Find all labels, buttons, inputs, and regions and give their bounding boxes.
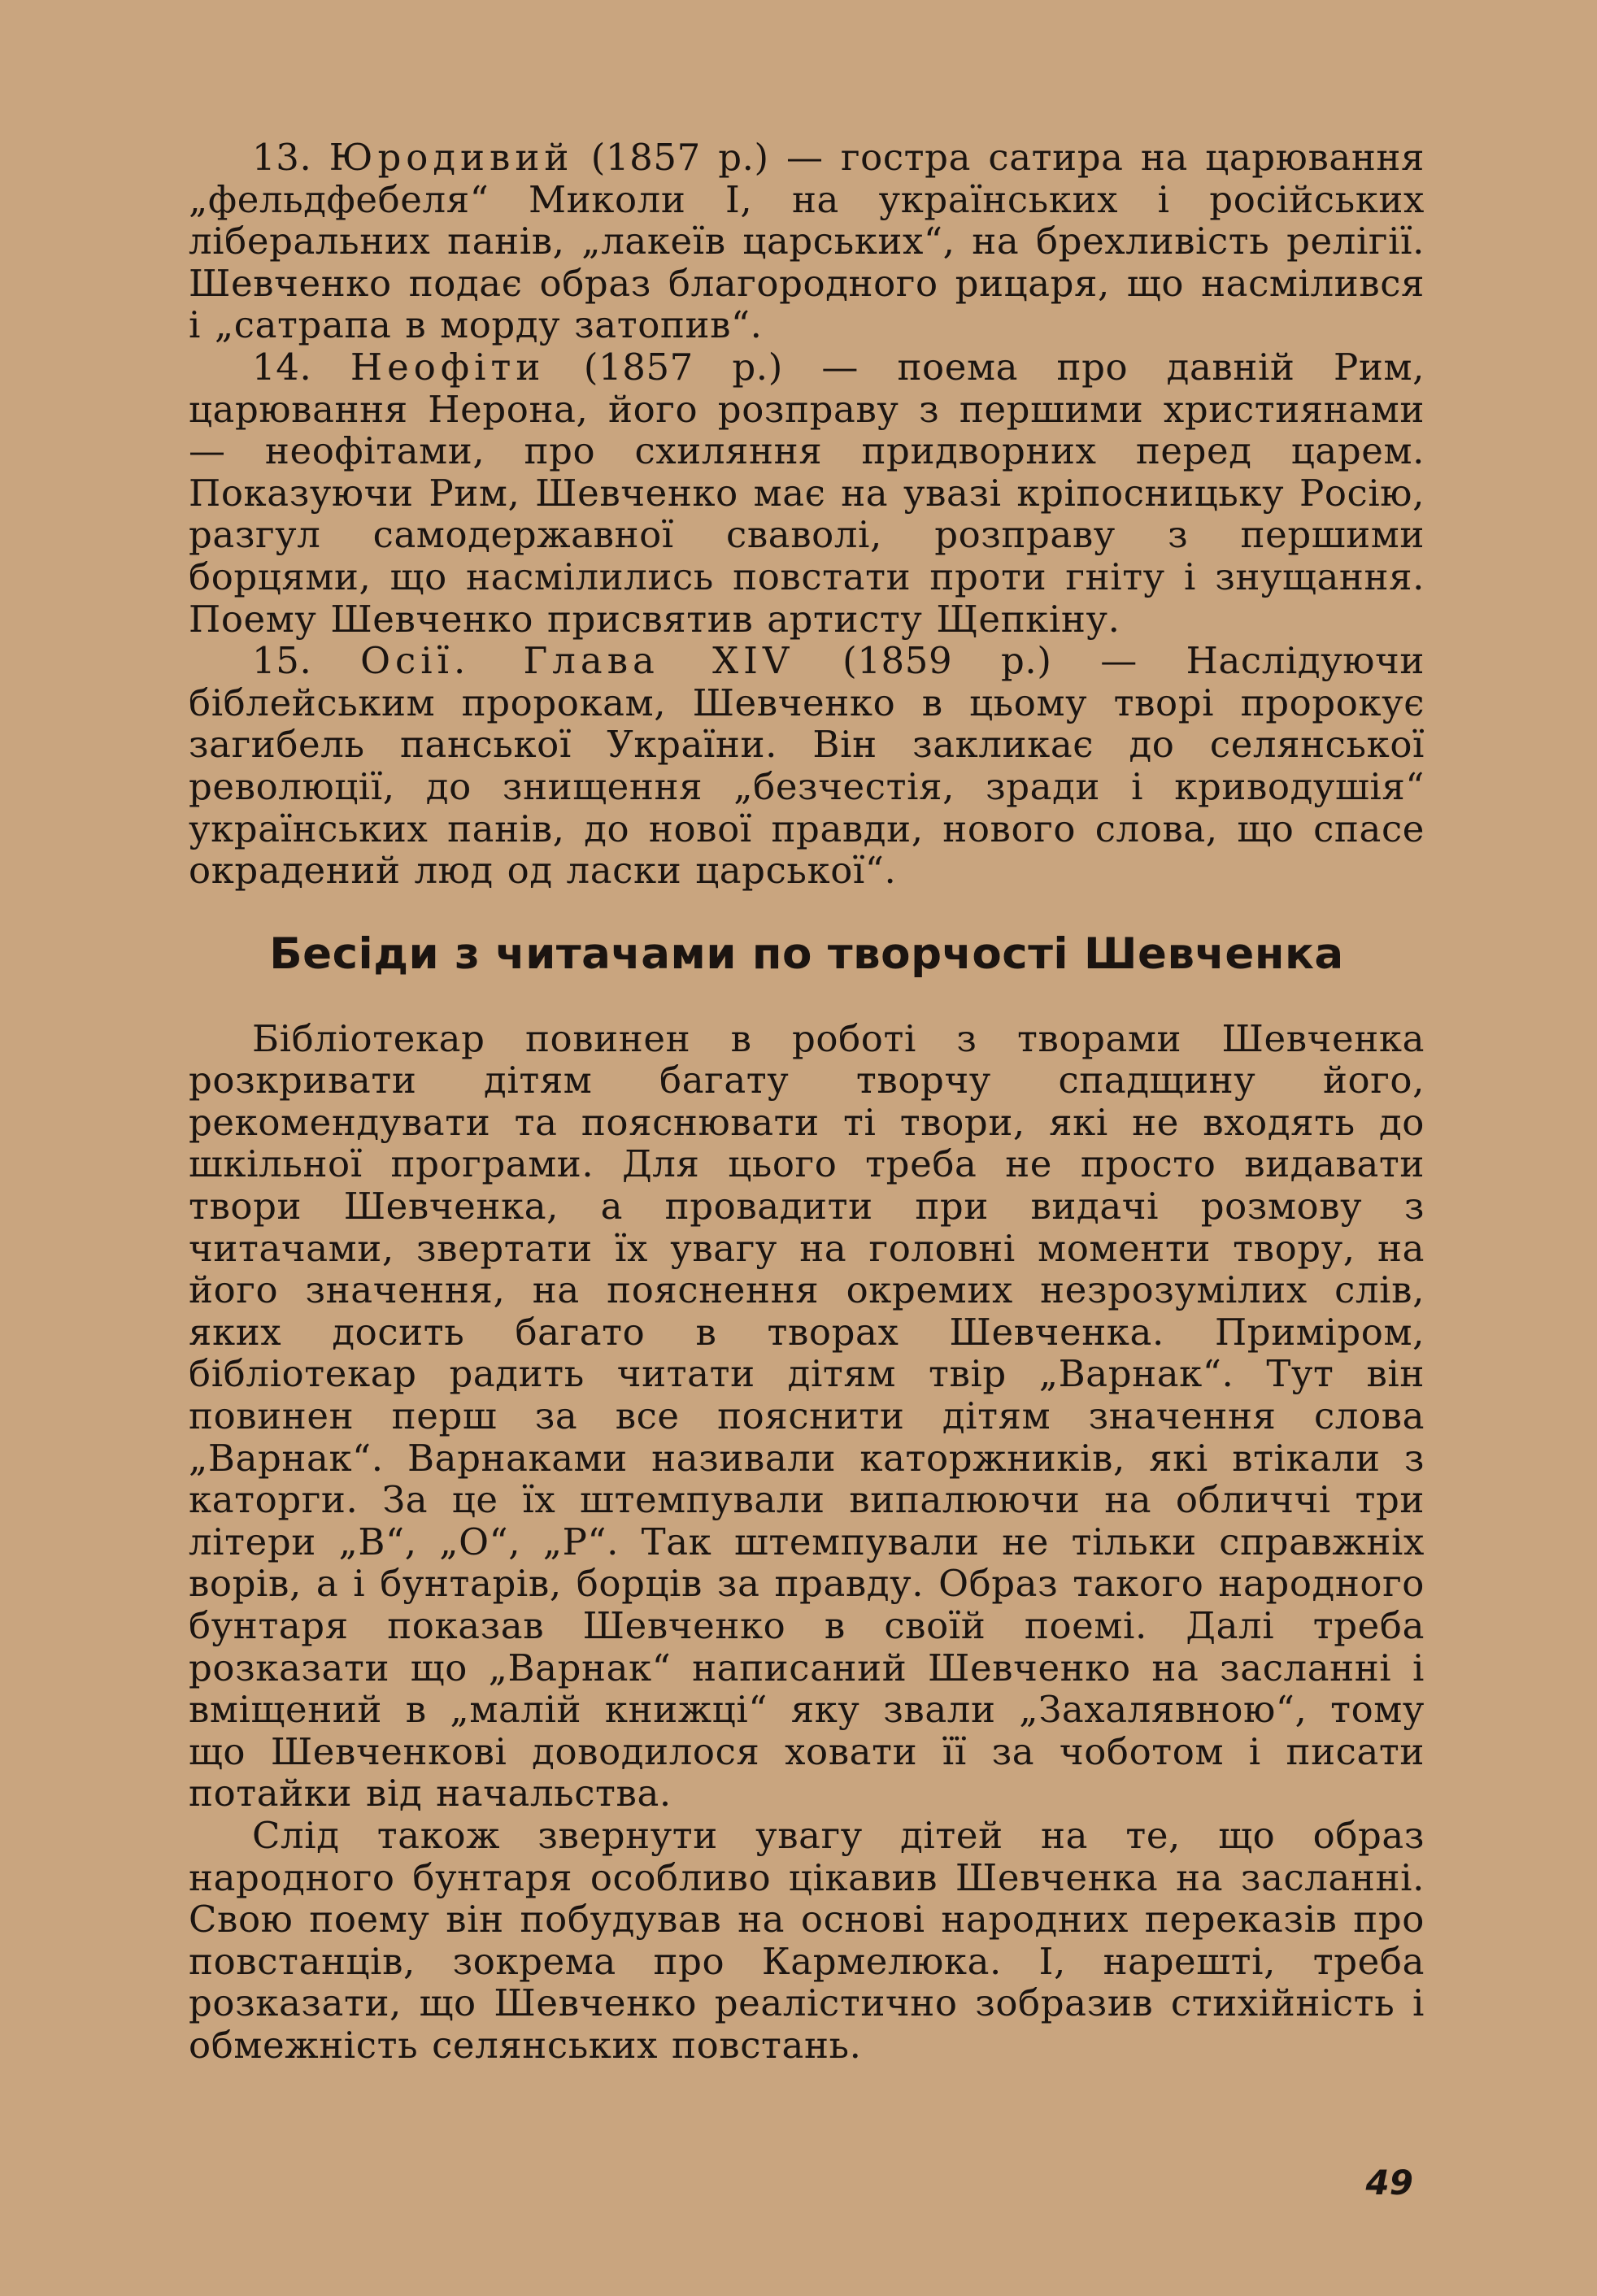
entry-number: 13. [252, 136, 312, 179]
entry-text: (1857 р.) — поема про давній Рим, царювання Нерона, його розправу з першими християнами — неофітами, про схиляння придворних перед царем. Показуючи Рим, Шевченко має на увазі кріпосницьку Росію, разгул самодержавної сваволі, розправу з першими борцями, що насмілились повстати проти гніту і знущання. Поему Шевченко присвятив артисту Щепкіну. [189, 345, 1425, 641]
section-heading: Бесіди з читачами по творчості Шевченка [269, 928, 1344, 979]
page-number: 49 [1365, 2163, 1413, 2203]
page-body [189, 137, 1425, 2067]
entry-13 [189, 137, 1425, 346]
entry-title: Неофіти [350, 345, 546, 389]
paragraph: Бібліотекар повинен в роботі з творами Шевченка розкривати дітям багату творчу спадщину його, рекомендувати та пояснювати ті твори, які не входять до шкільної програми. Для цього треба не просто видавати твори Шевченка, а провадити при видачі розмову з читачами, звертати їх увагу на головні моменти твору, на його значення, на пояснення окремих незрозумілих слів, яких досить багато в творах Шевченка. Приміром, бібліотекар радить читати дітям твір „Варнак“. Тут він повинен перш за все пояснити дітям значення слова „Варнак“. Варнаками називали каторжників, які втікали з каторги. За це їх штемпували випалюючи на обличчі три літери „В“, „О“, „Р“. Так штемпували не тільки справжніх ворів, а і бунтарів, борців за правду. Образ такого народного бунтаря показав Шевченко в своїй поемі. Далі треба розказати що „Варнак“ написаний Шевченко на засланні і вміщений в „малій книжці“ яку звали „Захалявною“, тому що Шевченкові доводилося ховати її за чоботом і писати потайки від начальства. [189, 1016, 1425, 1815]
entry-title: Осії. Глава XIV [360, 639, 794, 683]
entry-number: 14. [252, 345, 312, 389]
entry-text: (1859 р.) — Наслідуючи біблейським пророкам, Шевченко в цьому творі пророкує загибель панської України. Він закликає до селянської революції, до знищення „безчестія, зради і криводушія“ українських панів, до нової правди, нового слова, що спасе окрадений люд од ласки царської“. [189, 639, 1425, 893]
entry-text: (1857 р.) — гостра сатира на царювання „фельдфебеля“ Миколи I, на українських і російських ліберальних панів, „лакеїв царських“, на брехливість релігії. Шевченко подає образ благородного рицаря, що насмілився і „сатрапа в морду затопив“. [189, 136, 1425, 347]
entry-title: Юродивий [329, 136, 574, 179]
entry-number: 15. [252, 639, 312, 683]
paragraph: Слід також звернути увагу дітей на те, що образ народного бунтаря особливо цікавив Шевченка на засланні. Свою поему він побудував на основі народних переказів про повстанців, зокрема про Кармелюка. І, нарешті, треба розказати, що Шевченко реалістично зобразив стихійність і обмежність селянських повстань. [189, 1813, 1425, 2067]
entry-15 [189, 640, 1425, 892]
entry-14 [189, 346, 1425, 640]
